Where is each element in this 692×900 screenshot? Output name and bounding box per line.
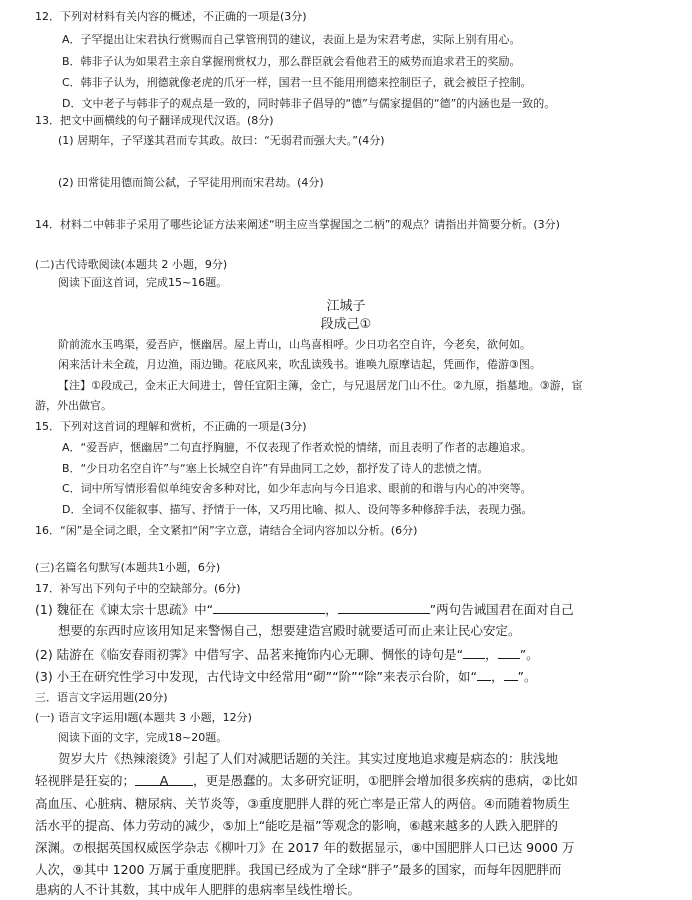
section-2-heading: (二)古代诗歌阅读(本题共 2 小题，9分) bbox=[35, 258, 228, 271]
passage-line-4: 活水平的提高、体力劳动的减少，⑤加上“能吃是福”等观念的影响，⑥越来越多的人跌入肥胖的 bbox=[35, 818, 558, 833]
q17-item-2: (2) 陆游在《临安春雨初霁》中借写字、品茗来掩饰内心无聊、惆怅的诗句是“ ， ”。 bbox=[35, 647, 539, 662]
answer-blank[interactable] bbox=[463, 645, 485, 659]
section-3-heading: (三)名篇名句默写(本题共1小题，6分) bbox=[35, 561, 221, 574]
passage-line-1: 贺岁大片《热辣滚烫》引起了人们对减肥话题的关注。其实过度地追求瘦是病态的：肤浅地 bbox=[58, 751, 559, 766]
passage-line-3: 高血压、心脏病、糖尿病、关节炎等，③重度肥胖人群的死亡率是正常人的两倍。④而随着物质生 bbox=[35, 796, 570, 811]
q16-stem: 16．“闲”是全词之眼，全文紧扣“闲”字立意，请结合全词内容加以分析。(6分) bbox=[35, 524, 418, 537]
q13-sentence-1: (1) 居期年，子罕遂其君而专其政。故曰：“无弱君而强大夫。”(4分) bbox=[58, 134, 385, 147]
q14-stem: 14．材料二中韩非子采用了哪些论证方法来阐述“明主应当掌握国之二柄”的观点？请指出并简要分析。(3分) bbox=[35, 218, 560, 231]
poem-title: 江城子 bbox=[326, 299, 366, 314]
q17-item-3: (3) 小王在研究性学习中发现，古代诗文中经常用“砌”“阶”“除”来表示台阶，如“ ， ”。 bbox=[35, 669, 537, 684]
passage-line-7: 患病的人不计其数，其中成年人肥胖的患病率呈线性增长。 bbox=[35, 882, 361, 897]
section-4-heading: 三．语言文字运用题(20分) bbox=[35, 691, 168, 704]
passage-blank-a[interactable]: A bbox=[135, 772, 193, 786]
q12-option-d: D．文中老子与韩非子的观点是一致的，同时韩非子倡导的“德”与儒家提倡的“德”的内涵也是一致的。 bbox=[62, 97, 556, 110]
poem-note: 【注】①段成己，金末正大间进士，曾任宜阳主簿，金亡，与兄退居龙门山不仕。②九原，指墓地。③游，宦 bbox=[58, 379, 583, 392]
q15-option-d: D．全词不仅能叙事、描写、抒情于一体，又巧用比喻、拟人、设问等多种修辞手法，表现力强。 bbox=[62, 503, 533, 516]
passage-line-6: 人次，⑨其中 1200 万属于重度肥胖。我国已经成为了全球“胖子”最多的国家，而每年因肥胖而 bbox=[35, 862, 562, 877]
poem-line-2: 闲来活计未全疏，月边渔，雨边锄。花底风来，吹乱读残书。谁唤九原摩诘起，凭画作，倦游③图。 bbox=[58, 358, 541, 371]
q12-option-a: A．子罕提出让宋君执行赏赐而自己掌管刑罚的建议，表面上是为宋君考虑，实际上别有用心。 bbox=[62, 33, 521, 46]
q13-stem: 13．把文中画横线的句子翻译成现代汉语。(8分) bbox=[35, 114, 274, 127]
passage-line-5: 深渊。⑦根据英国权威医学杂志《柳叶刀》在 2017 年的数据显示，⑧中国肥胖人口已达 9000 万 bbox=[35, 840, 575, 855]
q15-option-c: C．词中所写情形看似单纯安舍多种对比，如少年志向与今日追求、眼前的和谐与内心的冲突等。 bbox=[62, 482, 532, 495]
section-4-intro: 阅读下面的文字，完成18~20题。 bbox=[58, 731, 228, 744]
section-2-intro: 阅读下面这首词，完成15~16题。 bbox=[58, 276, 228, 289]
q17-stem: 17．补写出下列句子中的空缺部分。(6分) bbox=[35, 582, 241, 595]
q13-sentence-2: (2) 田常徒用德而简公弑，子罕徒用刑而宋君劫。(4分) bbox=[58, 176, 324, 189]
answer-blank[interactable] bbox=[338, 600, 430, 614]
section-4-subheading: (一) 语言文字运用Ⅰ题(本题共 3 小题，12分) bbox=[35, 711, 252, 724]
q12-option-b: B．韩非子认为如果君主亲自掌握刑赏权力，那么群臣就会看他君王的威势而追求君王的奖励。 bbox=[62, 55, 521, 68]
q12-option-c: C．韩非子认为，刑德就像老虎的爪牙一样，国君一旦不能用刑德来控制臣子，就会被臣子控制。 bbox=[62, 76, 532, 89]
answer-blank[interactable] bbox=[498, 645, 520, 659]
poem-note-continued: 游，外出做官。 bbox=[35, 399, 112, 412]
q15-option-b: B．“少日功名空自许”与“塞上长城空自许”有异曲同工之妙，都抒发了诗人的悲愤之情。 bbox=[62, 462, 489, 475]
q17-item-1: (1) 魏征在《谏太宗十思疏》中“ ， ”两句告诫国君在面对自己 bbox=[35, 602, 574, 617]
q15-option-a: A．“爱吾庐，惬幽居”二句直抒胸臆，不仅表现了作者欢悦的情绪，而且表明了作者的志趣追求。 bbox=[62, 441, 532, 454]
answer-blank[interactable] bbox=[504, 667, 518, 681]
q17-item-1-continued: 想要的东西时应该用知足来警惕自己，想要建造宫殿时就要适可而止来让民心安定。 bbox=[58, 623, 521, 638]
q12-stem: 12．下列对材料有关内容的概述，不正确的一项是(3分) bbox=[35, 10, 307, 23]
passage-line-2: 轻视胖是狂妄的； A ，更是愚蠢的。太多研究证明，①肥胖会增加很多疾病的患病，②比如 bbox=[35, 773, 578, 788]
answer-blank[interactable] bbox=[477, 667, 491, 681]
q15-stem: 15．下列对这首词的理解和赏析，不正确的一项是(3分) bbox=[35, 420, 307, 433]
poem-author: 段成己① bbox=[320, 317, 372, 332]
poem-line-1: 阶前流水玉鸣渠，爱吾庐，惬幽居。屋上青山，山鸟喜相呼。少日功名空自许，今老矣，欲何如。 bbox=[58, 338, 531, 351]
answer-blank[interactable] bbox=[213, 600, 325, 614]
